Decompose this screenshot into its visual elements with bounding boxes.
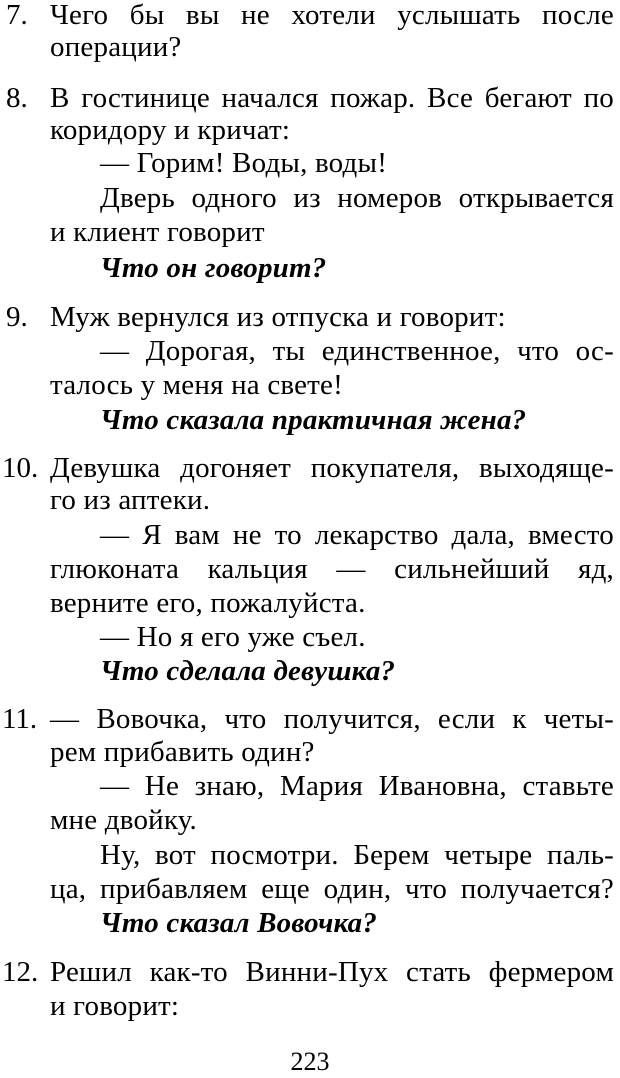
- text-line: Девушка догоняет покупателя, выходяще-: [50, 452, 614, 484]
- item-number: 10.: [2, 452, 39, 484]
- text-line: и клиент говорит: [50, 216, 265, 248]
- text-line: глюконата кальция — сильнейший яд,: [50, 553, 614, 585]
- item-number: 8.: [6, 82, 28, 114]
- text-line: талось у меня на свете!: [50, 369, 343, 401]
- item-number: 11.: [2, 703, 38, 735]
- text-line: коридору и кричат:: [50, 114, 291, 146]
- page-number: 223: [290, 1047, 330, 1076]
- text-line: — Вовочка, что получится, если к четы-: [50, 703, 614, 735]
- item-number: 12.: [2, 956, 39, 988]
- text-line: — Дорогая, ты единственное, что ос-: [100, 335, 614, 367]
- text-line: В гостинице начался пожар. Все бегают по: [50, 82, 614, 114]
- text-line: — Я вам не то лекарство дала, вместо: [100, 519, 614, 551]
- text-line: рем прибавить один?: [50, 736, 315, 768]
- text-line: го из аптеки.: [50, 484, 211, 516]
- text-line: ца, прибавляем еще один, что получается?: [50, 873, 614, 905]
- question-line: Что сказал Вовочка?: [100, 907, 378, 939]
- text-line: Дверь одного из номеров открывается: [100, 182, 614, 214]
- text-line: Чего бы вы не хотели услышать после: [50, 0, 614, 31]
- item-number: 7.: [6, 0, 28, 31]
- question-line: Что он говорит?: [100, 252, 327, 284]
- text-line: верните его, пожалуйста.: [50, 587, 366, 619]
- text-line: операции?: [50, 31, 182, 63]
- text-line: — Но я его уже съел.: [100, 621, 366, 653]
- question-line: Что сделала девушка?: [100, 655, 396, 687]
- item-number: 9.: [6, 301, 28, 333]
- text-line: и говорит:: [50, 990, 180, 1022]
- text-line: Решил как-то Винни-Пух стать фермером: [50, 956, 614, 988]
- question-line: Что сказала практичная жена?: [100, 404, 527, 436]
- text-line: Муж вернулся из отпуска и говорит:: [50, 301, 506, 333]
- text-line: — Горим! Воды, воды!: [100, 147, 388, 179]
- text-line: — Не знаю, Мария Ивановна, ставьте: [100, 770, 614, 802]
- text-line: мне двойку.: [50, 804, 197, 836]
- text-line: Ну, вот посмотри. Берем четыре паль-: [100, 839, 614, 871]
